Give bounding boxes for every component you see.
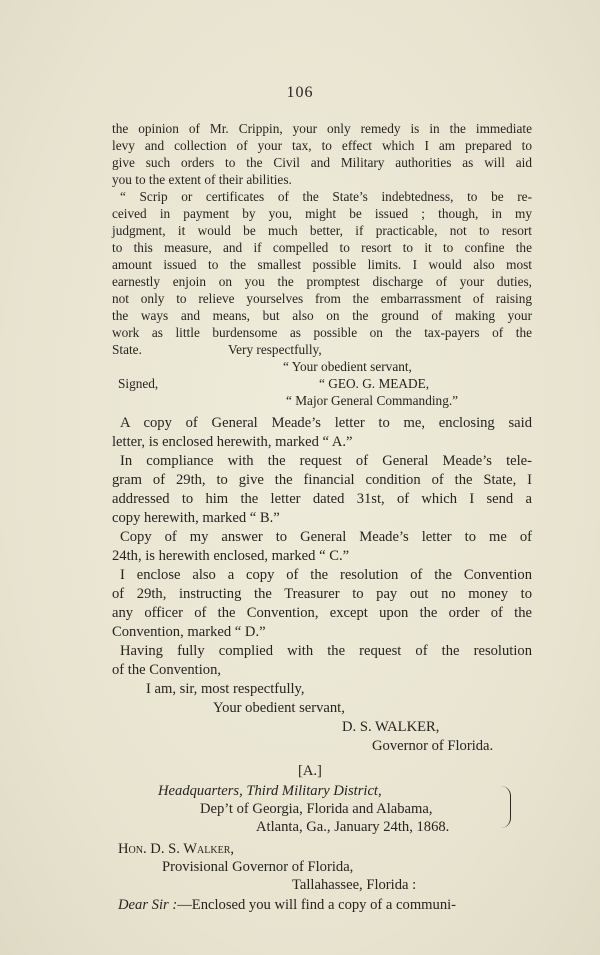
- salutation: Dear Sir :: [118, 897, 178, 913]
- text-line: earnestly enjoin on you the promptest discharge of your duties,: [112, 274, 532, 289]
- text-line: the opinion of Mr. Crippin, your only remedy is in the immediate: [112, 121, 532, 136]
- text-line: you to the extent of their abilities.: [112, 172, 292, 187]
- text-line: ceived in payment by you, might be issued ; though, in my: [112, 206, 532, 221]
- text-line: of 29th, instructing the Treasurer to pay out no money to: [112, 586, 532, 602]
- addressee-title: Provisional Governor of Florida,: [162, 859, 354, 875]
- text-line: Having fully complied with the request of the resolution: [120, 643, 532, 659]
- text-line: In compliance with the request of General Meade’s tele-: [120, 453, 532, 469]
- text-line: State.: [112, 342, 142, 357]
- text-line: I enclose also a copy of the resolution of the Convention: [120, 567, 532, 583]
- signature-name: D. S. WALKER,: [342, 719, 440, 735]
- signature-title: “ Major General Commanding.”: [286, 393, 459, 408]
- text-line: copy herewith, marked “ B.”: [112, 510, 280, 526]
- text-line: of the Convention,: [112, 662, 222, 678]
- text-line: gram of 29th, to give the financial condition of the State, I: [112, 472, 532, 488]
- page-number: 106: [286, 84, 314, 101]
- salutation-line: [118, 896, 538, 914]
- signature-line: “ GEO. G. MEADE,: [319, 376, 430, 391]
- text-line: the ways and means, but also on the ground of making your: [112, 308, 532, 323]
- text-line: A copy of General Meade’s letter to me, enclosing said: [120, 415, 532, 431]
- letterhead-line: Headquarters, Third Military District,: [158, 783, 382, 799]
- addressee-name: Hon. D. S. Walker,: [118, 841, 235, 857]
- text-line: amount issued to the smallest possible limits. I would also most: [112, 257, 532, 272]
- text-line: not only to relieve yourselves from the embarrassment of raising: [112, 291, 532, 306]
- text-line: give such orders to the Civil and Military authorities as will aid: [112, 155, 532, 170]
- text-line: to this measure, and if compelled to resort to it to confine the: [112, 240, 532, 255]
- text-line: Convention, marked “ D.”: [112, 624, 266, 640]
- text-line: 24th, is herewith enclosed, marked “ C.”: [112, 548, 350, 564]
- text-line: any officer of the Convention, except upon the order of the: [112, 605, 532, 621]
- text-line: levy and collection of your tax, to effect which I am prepared to: [112, 138, 532, 153]
- text-line: “ Scrip or certificates of the State’s indebtedness, to be re-: [120, 189, 532, 204]
- text-line: letter, is enclosed herewith, marked “ A.”: [112, 434, 353, 450]
- letterhead-date: Atlanta, Ga., January 24th, 1868.: [256, 819, 450, 835]
- text-line: judgment, it would be much better, if practicable, not to resort: [112, 223, 532, 238]
- text-line: work as little burdensome as possible on the tax-payers of the: [112, 325, 532, 340]
- addressee-location: Tallahassee, Florida :: [292, 877, 417, 893]
- text-line: Copy of my answer to General Meade’s letter to me of: [120, 529, 532, 545]
- closing-line: Your obedient servant,: [213, 700, 345, 716]
- closing-line: I am, sir, most respectfully,: [146, 681, 305, 697]
- signature-title: Governor of Florida.: [372, 738, 494, 754]
- bracket-decoration: [496, 786, 511, 828]
- letterhead-line: Dep’t of Georgia, Florida and Alabama,: [200, 801, 433, 817]
- closing-line: Very respectfully,: [228, 342, 322, 357]
- closing-line: “ Your obedient servant,: [283, 359, 412, 374]
- text-line: addressed to him the letter dated 31st, of which I send a: [112, 491, 532, 507]
- letter-opening: —Enclosed you will find a copy of a communi-: [177, 897, 457, 913]
- signed-label: Signed,: [118, 376, 159, 391]
- enclosure-marker: [A.]: [298, 763, 322, 779]
